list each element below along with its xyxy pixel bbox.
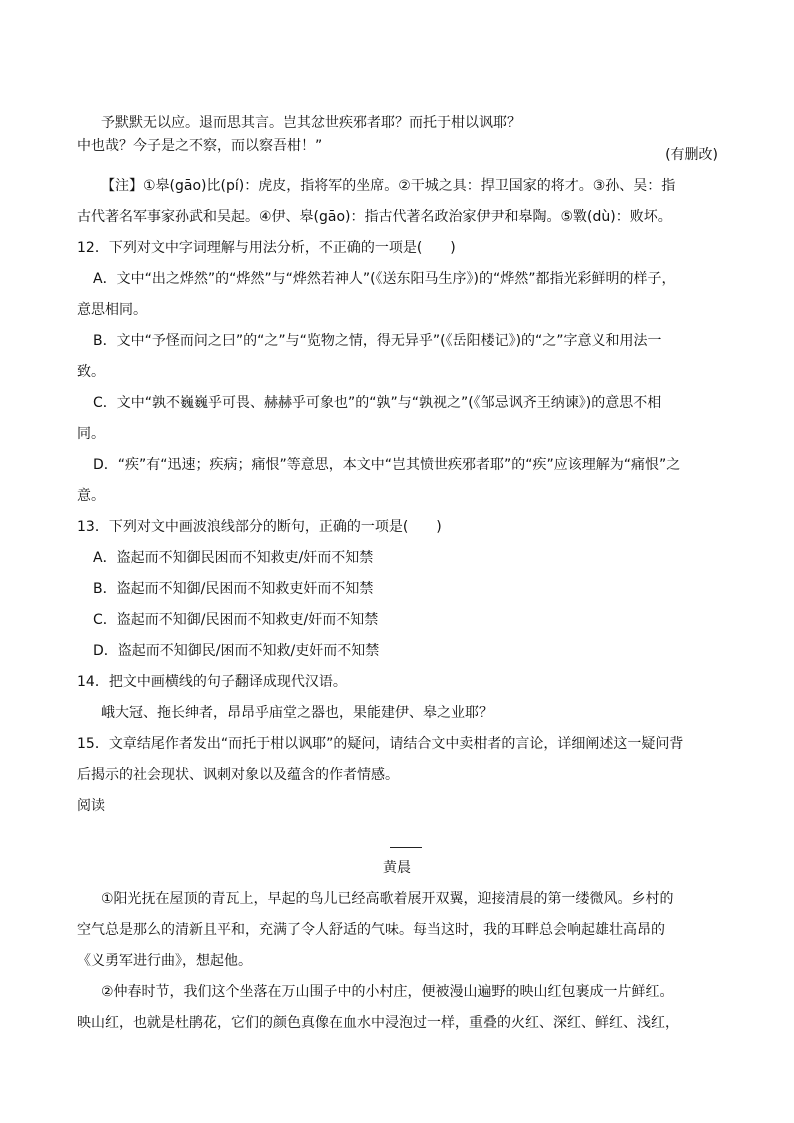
reading-title: 黄晨 xyxy=(383,860,411,876)
question-12-option-c-cont: 同。 xyxy=(77,426,105,442)
question-12-stem: 12．下列对文中字词理解与用法分析，不正确的一项是( ) xyxy=(77,240,456,256)
passage-line: 予默默无以应。退而思其言。岂其忿世疾邪者耶？而托于柑以讽耶？ xyxy=(101,115,521,131)
question-14-stem: 14．把文中画横线的句子翻译成现代汉语。 xyxy=(77,674,347,690)
question-12-option-c: C．文中“孰不巍巍乎可畏、赫赫乎可象也”的“孰”与“孰视之”(《邹忌讽齐王纳谏》)的意思不相 xyxy=(93,395,662,411)
question-12-option-d-cont: 意。 xyxy=(77,488,105,504)
paragraph-line: 空气总是那么的清新且平和，充满了令人舒适的气味。每当这时，我的耳畔总会响起雄壮高昂的 xyxy=(77,922,665,938)
question-12-option-a-cont: 意思相同。 xyxy=(77,302,147,318)
paragraph-line: ①阳光抚在屋顶的青瓦上，早起的鸟儿已经高歌着展开双翼，迎接清晨的第一缕微风。乡村的 xyxy=(101,891,674,907)
reading-section-label: 阅读 xyxy=(77,798,105,814)
question-13-option-b: B．盗起而不知御/民困而不知救吏奸而不知禁 xyxy=(93,581,374,597)
question-12-option-a: A．文中“出之烨然”的“烨然”与“烨然若神人”(《送东阳马生序》)的“烨然”都指光彩鲜明的样子， xyxy=(93,271,676,287)
source-note: (有删改) xyxy=(665,147,718,163)
question-14-text: 峨大冠、拖长绅者，昂昂乎庙堂之器也，果能建伊、皋之业耶？ xyxy=(101,705,493,721)
question-12-option-b-cont: 致。 xyxy=(77,364,105,380)
question-13-stem: 13．下列对文中画波浪线部分的断句，正确的一项是( ) xyxy=(77,519,442,535)
question-13-option-d: D．盗起而不知御民/困而不知救/吏奸而不知禁 xyxy=(93,643,380,659)
question-15-stem-cont: 后揭示的社会现状、讽刺对象以及蕴含的作者情感。 xyxy=(77,767,399,783)
paragraph-line: 映山红，也就是杜鹃花，它们的颜色真像在血水中浸泡过一样，重叠的火红、深红、鲜红、浅红， xyxy=(77,1015,679,1031)
paragraph-line: 《义勇军进行曲》，想起他。 xyxy=(77,953,252,969)
paragraph-line: ②仲春时节，我们这个坐落在万山围子中的小村庄，便被漫山遍野的映山红包裹成一片鲜红。 xyxy=(101,984,674,1000)
annotation-line: 【注】①皋(gāo)比(pí)：虎皮，指将军的坐席。②干城之具：捍卫国家的将才。③孙、吴：指 xyxy=(101,178,676,194)
title-divider xyxy=(390,847,422,848)
question-13-option-a: A．盗起而不知御民困而不知救吏/奸而不知禁 xyxy=(93,550,374,566)
question-15-stem: 15．文章结尾作者发出“而托于柑以讽耶”的疑问，请结合文中卖柑者的言论，详细阐述这一疑问背 xyxy=(77,736,684,752)
passage-line: 中也哉？今子是之不察，而以察吾柑！” xyxy=(77,138,323,154)
question-13-option-c: C．盗起而不知御/民困而不知救吏/奸而不知禁 xyxy=(93,612,379,628)
question-12-option-b: B．文中“予怪而问之曰”的“之”与“览物之情，得无异乎”(《岳阳楼记》)的“之”字意义和用法一 xyxy=(93,333,662,349)
question-12-option-d: D．“疾”有“迅速；疾病；痛恨”等意思，本文中“岂其愤世疾邪者耶”的“疾”应该理解为“痛恨”之 xyxy=(93,457,681,473)
annotation-line: 古代著名军事家孙武和吴起。④伊、皋(gāo)：指古代著名政治家伊尹和皋陶。⑤斁(dù)：败坏。 xyxy=(77,209,672,225)
